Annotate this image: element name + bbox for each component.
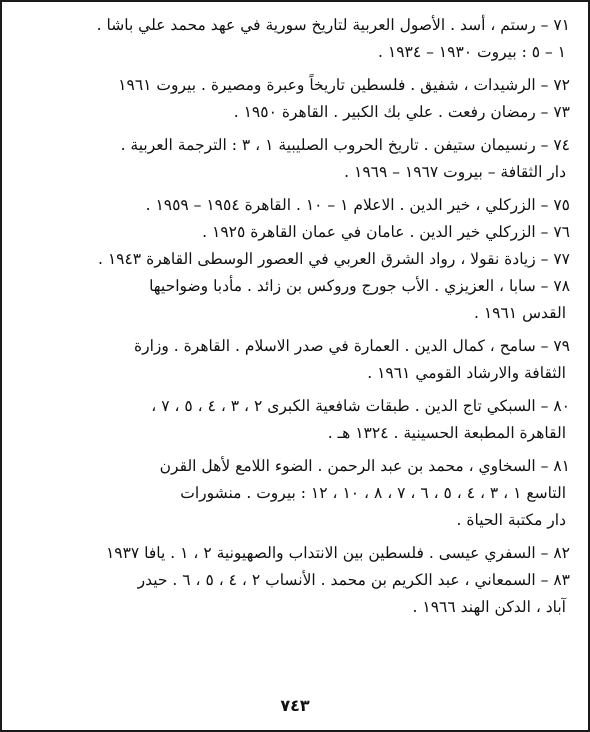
- bibliography-entry-80-group: [86, 393, 570, 447]
- page-number: ٧٤٣: [280, 696, 310, 715]
- entry-81-line: ٨١ – السخاوي ، محمد بن عبد الرحمن . الضوء اللامع لأهل القرن: [159, 457, 570, 475]
- entry-75-line: ٧٥ – الزركلي ، خير الدين . الاعلام ١ – ١٠ . القاهرة ١٩٥٤ – ١٩٥٩ .: [145, 196, 570, 214]
- entry-73-line: ٧٣ – رمضان رفعت . علي بك الكبير . القاهرة ١٩٥٠ .: [233, 103, 570, 121]
- entry-81-continuation-2: دار مكتبة الحياة .: [456, 511, 566, 529]
- bibliography-list: [86, 12, 570, 627]
- entry-74-continuation: دار الثقافة – بيروت ١٩٦٧ – ١٩٦٩ .: [344, 163, 566, 181]
- entry-79-continuation: الثقافة والارشاد القومي ١٩٦١ .: [367, 364, 566, 382]
- entry-80-continuation: القاهرة المطبعة الحسينية . ١٣٢٤ هـ .: [327, 424, 566, 442]
- entry-77-line: ٧٧ – زيادة نقولا ، رواد الشرق العربي في العصور الوسطى القاهرة ١٩٤٣ .: [97, 250, 570, 268]
- entry-79-line: ٧٩ – سامح ، كمال الدين . العمارة في صدر الاسلام . القاهرة . وزارة: [134, 337, 570, 355]
- bibliography-entry-75-78-group: [86, 192, 570, 327]
- bibliography-entry-81-group: [86, 453, 570, 534]
- entry-76-line: ٧٦ – الزركلي خير الدين . عامان في عمان القاهرة ١٩٢٥ .: [202, 223, 570, 241]
- entry-83-continuation: آباد ، الدكن الهند ١٩٦٦ .: [412, 598, 566, 616]
- bibliography-entry-74-group: [86, 132, 570, 186]
- entry-71-line: ٧١ – رستم ، أسد . الأصول العربية لتاريخ سورية في عهد محمد علي باشا .: [96, 16, 570, 34]
- entry-81-continuation: التاسع ١ ، ٣ ، ٤ ، ٥ ، ٦ ، ٧ ، ٨ ، ١٠ ، ١٢ : بيروت . منشورات: [180, 484, 566, 502]
- entry-78-line: ٧٨ – سابا ، العزيزي . الأب جورج وروكس بن زائد . مأدبا وضواحيها: [149, 277, 570, 295]
- entry-71-continuation: ١ – ٥ : بيروت ١٩٣٠ – ١٩٣٤ .: [378, 43, 566, 61]
- entry-72-line: ٧٢ – الرشيدات ، شفيق . فلسطين تاريخاً وعبرة ومصيرة . بيروت ١٩٦١: [118, 76, 570, 94]
- bibliography-entry-71-group: [86, 12, 570, 66]
- bibliography-entry-79-group: [86, 333, 570, 387]
- entry-83-line: ٨٣ – السمعاني ، عبد الكريم بن محمد . الأنساب ٢ ، ٤ ، ٥ ، ٦ . حيدر: [137, 571, 570, 589]
- bibliography-entry-82-83-group: [86, 540, 570, 621]
- entry-82-line: ٨٢ – السفري عيسى . فلسطين بين الانتداب والصهيونية ٢ ، ١ . يافا ١٩٣٧: [105, 544, 570, 562]
- bibliography-entry-72-73-group: [86, 72, 570, 126]
- entry-74-line: ٧٤ – رنسيمان ستيفن . تاريخ الحروب الصليبية ١ ، ٣ : الترجمة العربية .: [120, 136, 570, 154]
- entry-78-continuation: القدس ١٩٦١ .: [473, 304, 566, 322]
- entry-80-line: ٨٠ – السبكي تاج الدين . طبقات شافعية الكبرى ٢ ، ٣ ، ٤ ، ٥ ، ٧ ،: [151, 397, 570, 415]
